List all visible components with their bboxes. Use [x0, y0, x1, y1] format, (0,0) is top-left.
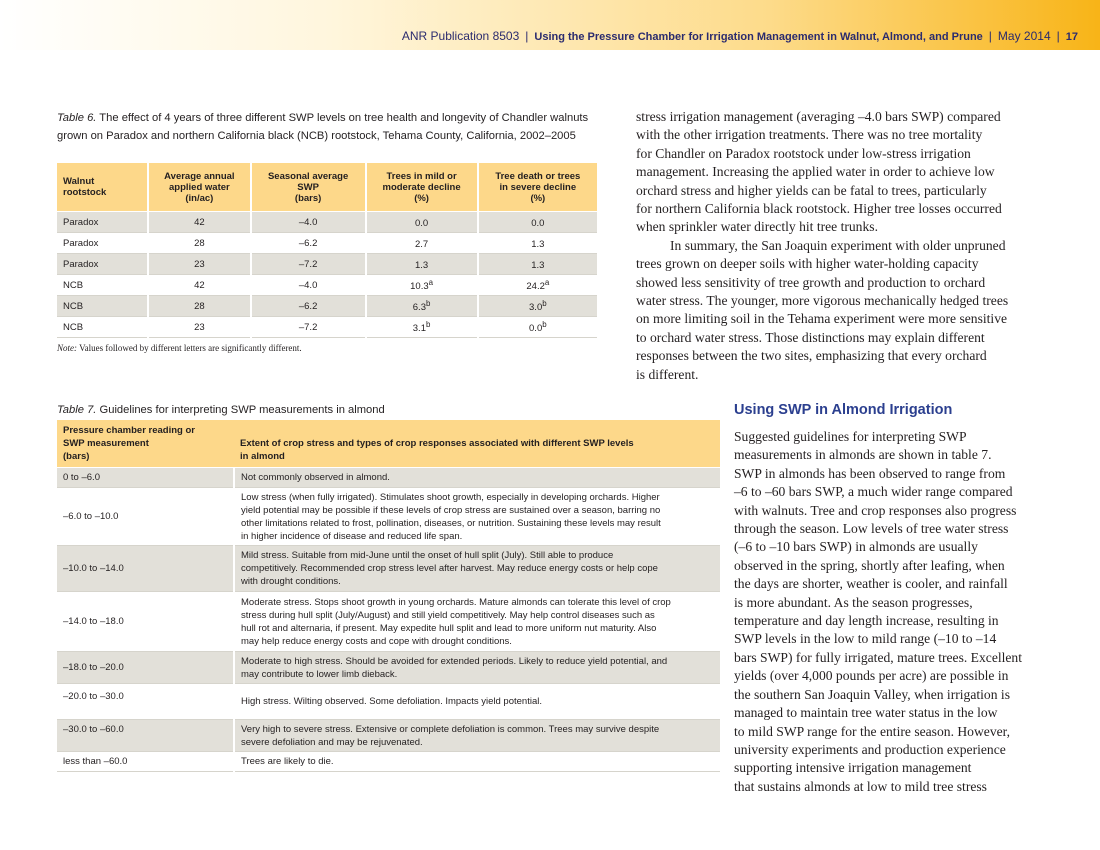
cell-rootstock: Paradox	[57, 212, 148, 233]
table6-caption	[57, 109, 602, 145]
cell-description: High stress. Wilting observed. Some defoliation. Impacts yield potential.	[234, 684, 720, 720]
cell-death: 3.0$^b$	[478, 296, 597, 317]
header-separator: |	[988, 29, 992, 43]
cell-range: 0 to –6.0	[57, 468, 234, 488]
table-row	[57, 546, 720, 592]
cell-death: 1.3	[478, 233, 597, 254]
cell-rootstock: Paradox	[57, 233, 148, 254]
cell-description: Moderate stress. Stops shoot growth in young orchards. Mature almonds can tolerate this level of crop stress during hull split (July/August) and still yield competitively. May help control diseases such as hull rot and alternaria, if present. May expedite hull split and lead to more uniform nut maturity. Also may help reduce energy costs and cope with drought conditions.	[234, 592, 720, 652]
table6-note	[57, 343, 302, 353]
cell-decline: 0.0	[366, 212, 478, 233]
cell-swp: –4.0	[251, 212, 366, 233]
cell-water: 28	[148, 233, 251, 254]
paragraph: Suggested guidelines for interpreting SWP measurements in almonds are shown in table 7. SWP in almonds has been observed to range from –6 to –60 bars SWP, a much wider range compared with walnuts. Tree and crop responses also progress through the season. Low levels of tree water stress (–6 to –10 bars SWP) in almonds are usually observed in the spring, shortly after leafing, when the days are shorter, weather is cooler, and rainfall is more abundant. As the season progresses, temperature and day length increase, resulting in SWP levels in the low to mild range (–10 to –14 bars SWP) for fully irrigated, mature trees. Excellent yields (over 4,000 pounds per acre) are possible in the southern San Joaquin Valley, when irrigation is managed to maintain tree water status in the low to mild SWP range for the entire season. However, university experiments and production experience supporting intensive irrigation management that sustains almonds at low to mild tree stress	[734, 429, 1023, 794]
header-separator: |	[1056, 29, 1060, 43]
table6	[57, 163, 597, 338]
running-header	[402, 29, 1078, 43]
cell-death: 24.2$^a$	[478, 275, 597, 296]
table6-header-row	[57, 163, 597, 212]
paragraph: In summary, the San Joaquin experiment with older unpruned trees grown on deeper soils with higher water-holding capacity showed less sensitivity of tree growth and production to orchard water stress. The younger, more vigorous mechanically hedged trees on more limiting soil in the Tehama experiment were more sensitive to orchard water stress. Those distinctions may explain different responses between the two sites, emphasizing that every orchard is different.	[636, 237, 1009, 382]
table7-caption-label: Table 7.	[57, 404, 97, 416]
cell-death: 0.0	[478, 212, 597, 233]
paragraph: stress irrigation management (averaging –4.0 bars SWP) compared with the other irrigation treatments. There was no tree mortality for Chandler on Paradox rootstock under low-stress irrigation management. Increasing the applied water in order to achieve low orchard stress and higher yields can be fatal to trees, particularly for northern California black rootstock. Higher tree losses occurred when sprinkler water directly hit tree trunks.	[636, 109, 1002, 235]
cell-swp: –4.0	[251, 275, 366, 296]
table-row	[57, 275, 597, 296]
cell-decline: 1.3	[366, 254, 478, 275]
cell-range: –18.0 to –20.0	[57, 652, 234, 684]
table-row	[57, 233, 597, 254]
table7-caption	[57, 401, 385, 419]
cell-description: Not commonly observed in almond.	[234, 468, 720, 488]
table-row	[57, 254, 597, 275]
body-column-lower	[734, 428, 1054, 796]
cell-swp: –6.2	[251, 233, 366, 254]
table6-header-decline: Trees in mild or moderate decline (%)	[366, 163, 478, 212]
table7-caption-text: Guidelines for interpreting SWP measurements in almond	[96, 404, 385, 416]
table-row	[57, 468, 720, 488]
table6-header-rootstock: Walnut rootstock	[57, 163, 148, 212]
cell-swp: –6.2	[251, 296, 366, 317]
cell-water: 42	[148, 275, 251, 296]
cell-swp: –7.2	[251, 254, 366, 275]
cell-decline: 2.7	[366, 233, 478, 254]
table-row	[57, 592, 720, 652]
cell-description: Very high to severe stress. Extensive or complete defoliation is common. Trees may survive despite severe defoliation and may be rejuvenated.	[234, 720, 720, 752]
cell-range: –30.0 to –60.0	[57, 720, 234, 752]
table6-note-text: Values followed by different letters are significantly different.	[77, 343, 302, 353]
table7	[57, 420, 720, 772]
table6-note-label: Note:	[57, 343, 77, 353]
cell-water: 23	[148, 317, 251, 338]
cell-rootstock: NCB	[57, 275, 148, 296]
cell-decline: 6.3$^b$	[366, 296, 478, 317]
page-header	[0, 0, 1100, 50]
cell-rootstock: NCB	[57, 317, 148, 338]
section-heading: Using SWP in Almond Irrigation	[734, 402, 953, 418]
table-row	[57, 212, 597, 233]
table7-header-row	[57, 420, 720, 468]
publication-title: Using the Pressure Chamber for Irrigation Management in Walnut, Almond, and Prune	[534, 31, 983, 43]
cell-water: 28	[148, 296, 251, 317]
table-row	[57, 720, 720, 752]
cell-water: 42	[148, 212, 251, 233]
cell-death: 0.0$^b$	[478, 317, 597, 338]
publication-number: ANR Publication 8503	[401, 29, 520, 43]
cell-description: Mild stress. Suitable from mid-June until the onset of hull split (July). Still able to produce competitively. Recommended crop stress level after harvest. May reduce energy costs or help cope with drought conditions.	[234, 546, 720, 592]
header-separator: |	[525, 29, 529, 43]
cell-range: –14.0 to –18.0	[57, 592, 234, 652]
cell-description: Trees are likely to die.	[234, 752, 720, 772]
cell-decline: 10.3$^a$	[366, 275, 478, 296]
cell-range: less than –60.0	[57, 752, 234, 772]
cell-decline: 3.1$^b$	[366, 317, 478, 338]
table-row	[57, 317, 597, 338]
table-row	[57, 752, 720, 772]
cell-death: 1.3	[478, 254, 597, 275]
cell-rootstock: NCB	[57, 296, 148, 317]
table6-caption-label: Table 6.	[57, 112, 97, 124]
table7-header-extent: Extent of crop stress and types of crop responses associated with different SWP levels in almond	[234, 420, 720, 468]
cell-water: 23	[148, 254, 251, 275]
cell-range: –10.0 to –14.0	[57, 546, 234, 592]
table6-header-death: Tree death or trees in severe decline (%)	[478, 163, 597, 212]
table6-header-swp: Seasonal average SWP (bars)	[251, 163, 366, 212]
publication-date: May 2014	[997, 29, 1051, 43]
body-column-upper	[636, 108, 1056, 384]
table7-header-range: Pressure chamber reading or SWP measurement (bars)	[57, 420, 234, 468]
cell-rootstock: Paradox	[57, 254, 148, 275]
cell-swp: –7.2	[251, 317, 366, 338]
cell-range: –20.0 to –30.0	[57, 684, 234, 720]
cell-range: –6.0 to –10.0	[57, 488, 234, 546]
table6-header-water: Average annual applied water (in/ac)	[148, 163, 251, 212]
table-row	[57, 684, 720, 720]
cell-description: Low stress (when fully irrigated). Stimulates shoot growth, especially in developing orchards. Higher yield potential may be possible if these levels of crop stress are sustained over a season, barring no other limitations related to frost, pollination, diseases, or nutrition. Sustaining these levels may result in higher incidence of disease and reduced life span.	[234, 488, 720, 546]
table6-caption-text: The effect of 4 years of three different SWP levels on tree health and longevity of Chandler walnuts grown on Paradox and northern California black (NCB) rootstock, Tehama County, California, 2002–2005	[57, 112, 589, 142]
table-row	[57, 488, 720, 546]
table-row	[57, 652, 720, 684]
page-number: 17	[1065, 31, 1078, 43]
table-row	[57, 296, 597, 317]
cell-description: Moderate to high stress. Should be avoided for extended periods. Likely to reduce yield potential, and may contribute to lower limb dieback.	[234, 652, 720, 684]
